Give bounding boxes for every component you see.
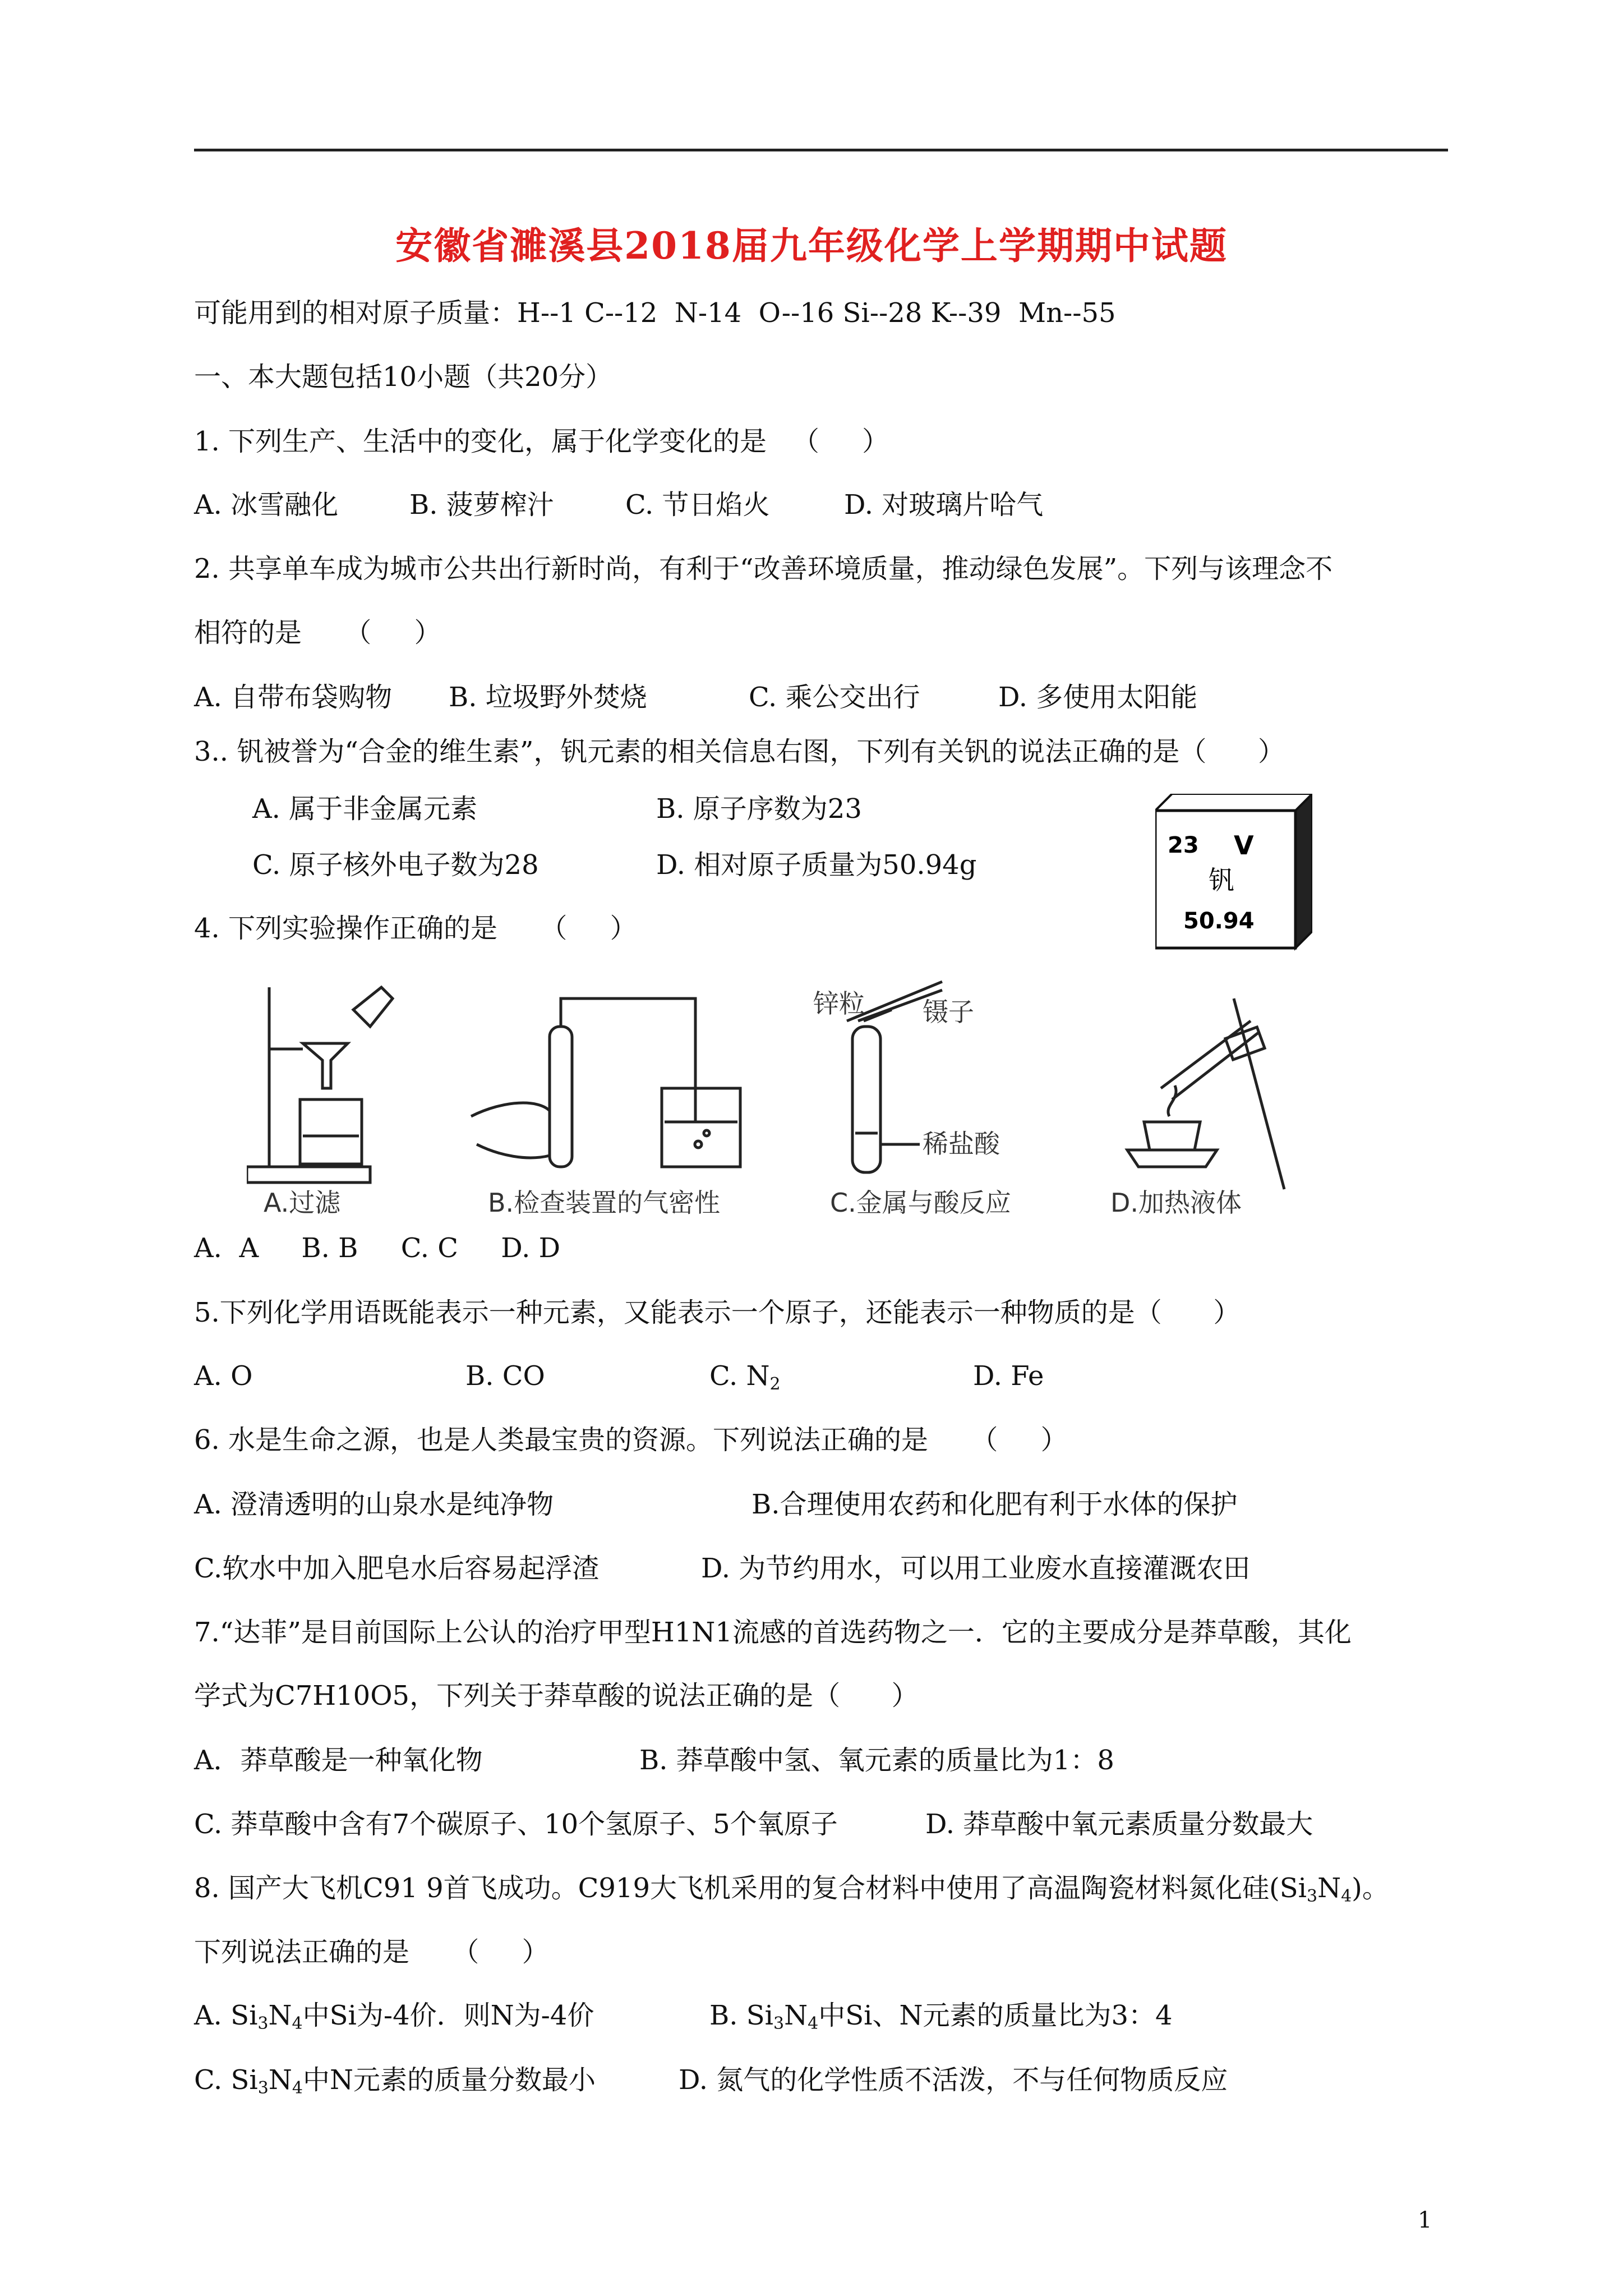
q3-option-d: D. 相对原子质量为50.94g xyxy=(656,849,977,881)
q4-stem: 4. 下列实验操作正确的是 （ ） xyxy=(194,913,637,944)
section-heading: 一、本大题包括10小题（共20分） xyxy=(194,361,613,393)
heating-liquid-diagram xyxy=(1127,999,1284,1189)
q2-option-b: B. 垃圾野外焚烧 xyxy=(449,682,647,713)
q6-option-b: B.合理使用农药和化肥有利于水体的保护 xyxy=(751,1489,1238,1520)
q4-answers: A. A B. B C. C D. D xyxy=(194,1232,561,1264)
q7-stem-line1: 7.“达菲”是目前国际上公认的治疗甲型H1N1流感的首选药物之一．它的主要成分是莽草酸，其化 xyxy=(194,1617,1352,1648)
q8-stem-line1: 8. 国产大飞机C91 9首飞成功。C919大飞机采用的复合材料中使用了高温陶瓷材料氮化硅$(Si_3N_4)$。 xyxy=(194,1872,1389,1906)
q8-stem-line2: 下列说法正确的是 （ ） xyxy=(194,1936,549,1968)
header-rule xyxy=(194,149,1448,151)
filtration-diagram xyxy=(247,987,393,1182)
q8-option-b: B. $Si_3N_4$中Si、N元素的质量比为3：4 xyxy=(709,2000,1173,2033)
q5-stem: 5.下列化学用语既能表示一种元素，又能表示一个原子，还能表示一种物质的是（ ） xyxy=(194,1297,1241,1328)
q2-stem-line2: 相符的是 （ ） xyxy=(194,617,441,648)
page-title: 安徽省濉溪县2018届九年级化学上学期期中试题 xyxy=(395,224,1228,268)
q1-option-a: A. 冰雪融化 xyxy=(194,489,339,521)
element-mass: 50.94 xyxy=(1183,908,1255,934)
element-symbol: V xyxy=(1234,830,1254,861)
q5-option-c: C. $N_2$ xyxy=(709,1360,781,1394)
q5-option-b: B. CO xyxy=(465,1360,545,1392)
q6-stem: 6. 水是生命之源，也是人类最宝贵的资源。下列说法正确的是 （ ） xyxy=(194,1424,1068,1456)
element-number: 23 xyxy=(1168,832,1199,858)
page-number: 1 xyxy=(1418,2207,1432,2233)
label-acid: 稀盐酸 xyxy=(923,1129,1000,1159)
q7-option-a: A．莽草酸是一种氧化物 xyxy=(194,1745,483,1776)
q1-option-c: C. 节日焰火 xyxy=(625,489,770,521)
q8-option-c: C. $Si_3N_4$中N元素的质量分数最小 xyxy=(194,2064,596,2098)
q6-option-c: C.软水中加入肥皂水后容易起浮渣 xyxy=(194,1553,600,1584)
vanadium-element-card xyxy=(1155,794,1312,951)
q7-option-b: B. 莽草酸中氢、氧元素的质量比为1：8 xyxy=(639,1745,1114,1776)
label-zinc: 锌粒 xyxy=(813,988,865,1019)
q5-option-d: D. Fe xyxy=(973,1360,1044,1392)
label-tweezers: 镊子 xyxy=(923,997,974,1027)
element-name: 钒 xyxy=(1209,865,1234,895)
q8-option-a: A. $Si_3N_4$中Si为-4价．则N为-4价 xyxy=(194,2000,594,2033)
q1-option-d: D. 对玻璃片哈气 xyxy=(844,489,1044,521)
q7-option-d: D. 莽草酸中氧元素质量分数最大 xyxy=(925,1809,1313,1840)
q2-option-a: A. 自带布袋购物 xyxy=(194,682,393,713)
airtightness-diagram xyxy=(471,999,740,1167)
q2-option-d: D. 多使用太阳能 xyxy=(998,682,1198,713)
q6-option-a: A. 澄清透明的山泉水是纯净物 xyxy=(194,1489,554,1520)
q1-stem: 1. 下列生产、生活中的变化，属于化学变化的是 （ ） xyxy=(194,426,889,457)
q7-stem-line2: 学式为C7H10O5，下列关于莽草酸的说法正确的是（ ） xyxy=(194,1680,919,1711)
q1-option-b: B. 菠萝榨汁 xyxy=(409,489,554,521)
q2-option-c: C. 乘公交出行 xyxy=(749,682,920,713)
lab-operations-figure xyxy=(247,976,1312,1223)
q5-option-a: A. O xyxy=(194,1360,253,1392)
q3-option-a: A. 属于非金属元素 xyxy=(252,793,478,825)
q7-option-c: C. 莽草酸中含有7个碳原子、10个氢原子、5个氧原子 xyxy=(194,1809,838,1840)
atomic-mass-line: 可能用到的相对原子质量：H--1 C--12 N-14 O--16 Si--28 K--39 Mn--55 xyxy=(194,297,1116,329)
caption-b: B.检查装置的气密性 xyxy=(488,1188,721,1218)
caption-c: C.金属与酸反应 xyxy=(830,1188,1011,1218)
q3-option-c: C. 原子核外电子数为28 xyxy=(252,849,539,881)
caption-d: D.加热液体 xyxy=(1110,1188,1242,1218)
q8-option-d: D. 氮气的化学性质不活泼，不与任何物质反应 xyxy=(679,2064,1228,2096)
q3-option-b: B. 原子序数为23 xyxy=(656,793,862,825)
q6-option-d: D. 为节约用水，可以用工业废水直接灌溉农田 xyxy=(701,1553,1251,1584)
q3-stem: 3.. 钒被誉为“合金的维生素”，钒元素的相关信息右图，下列有关钒的说法正确的是（ ） xyxy=(194,736,1285,767)
caption-a: A.过滤 xyxy=(264,1188,341,1218)
q2-stem-line1: 2. 共享单车成为城市公共出行新时尚，有利于“改善环境质量，推动绿色发展”。下列与该理念不 xyxy=(194,553,1333,585)
